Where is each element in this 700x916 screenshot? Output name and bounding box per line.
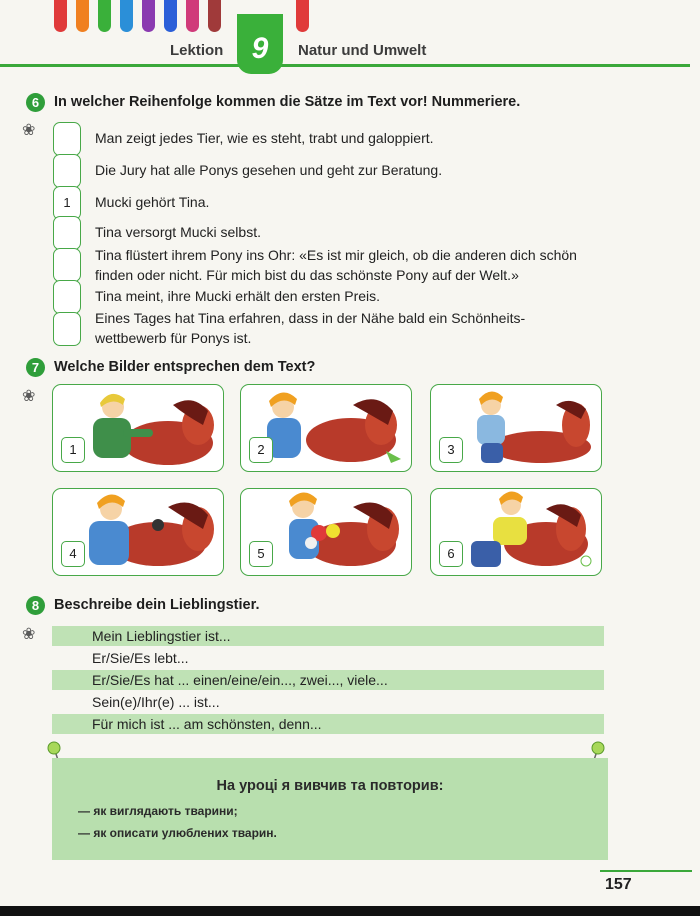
lektion-label: Lektion [170,42,224,59]
answer-box-5[interactable] [53,248,81,282]
phrase-line: Mein Lieblingstier ist... [52,626,604,646]
tab-decoration [296,0,309,32]
tab-decoration [98,0,111,32]
picture-number: 1 [61,437,85,463]
bottom-edge [0,906,700,916]
answer-box-4[interactable] [53,216,81,250]
statement-7: Eines Tages hat Tina erfahren, dass in der Nähe bald ein Schönheits-wettbewerb für Ponys ist. [95,310,526,346]
tab-decoration [164,0,177,32]
answer-box-7[interactable] [53,312,81,346]
summary-title: На уроці я вивчив та повторив: [216,778,444,794]
phrase-line: Er/Sie/Es lebt... [92,650,189,666]
picture-4[interactable] [52,488,224,576]
task-8-number: 8 [26,596,45,615]
task-6-number: 6 [26,93,45,112]
answer-box-1[interactable] [53,122,81,156]
picture-number: 5 [249,541,273,567]
lesson-number-badge: 9 [237,14,283,74]
header-rule [0,64,690,67]
picture-6[interactable] [430,488,602,576]
statement-4: Tina versorgt Mucki selbst. [95,224,261,240]
page-number: 157 [605,876,632,893]
tab-decoration [54,0,67,32]
task-7-title: Welche Bilder entsprechen dem Text? [54,359,316,375]
statement-1: Man zeigt jedes Tier, wie es steht, trabt und galoppiert. [95,130,434,146]
task-8-title: Beschreibe dein Lieblingstier. [54,597,260,613]
statement-6: Tina meint, ihre Mucki erhält den ersten Preis. [95,288,381,304]
tab-decoration [120,0,133,32]
task-7-number: 7 [26,358,45,377]
listen-icon: ❀ [22,388,36,405]
picture-number: 2 [249,437,273,463]
phrase-line: Er/Sie/Es hat ... einen/eine/ein..., zwei..., viele... [52,670,604,690]
phrase-line: Für mich ist ... am schönsten, denn... [52,714,604,734]
answer-box-6[interactable] [53,280,81,314]
task-6-title: In welcher Reihenfolge kommen die Sätze im Text vor! Nummeriere. [54,94,521,110]
answer-box-3[interactable]: 1 [53,186,81,220]
summary-item: — як виглядають тварини; [78,804,238,818]
summary-item: — як описати улюблених тварин. [78,826,277,840]
lesson-summary-box [52,758,608,860]
picture-number: 4 [61,541,85,567]
tab-decoration [186,0,199,32]
picture-number: 6 [439,541,463,567]
tab-decoration [208,0,221,32]
tab-decoration [142,0,155,32]
picture-2[interactable] [240,384,412,472]
picture-number: 3 [439,437,463,463]
phrase-line: Sein(e)/Ihr(e) ... ist... [92,694,220,710]
topic-title: Natur und Umwelt [298,42,427,59]
answer-box-2[interactable] [53,154,81,188]
statement-3: Mucki gehört Tina. [95,194,210,210]
listen-icon: ❀ [22,122,36,139]
footer-rule [600,870,692,872]
tab-decoration [76,0,89,32]
statement-5: Tina flüstert ihrem Pony ins Ohr: «Es ist mir gleich, ob die anderen dich schön finden oder nicht. Für mich bist du das schönste Pony auf der Welt.» [95,247,577,283]
picture-1[interactable] [52,384,224,472]
listen-icon: ❀ [22,626,36,643]
picture-5[interactable] [240,488,412,576]
statement-2: Die Jury hat alle Ponys gesehen und geht zur Beratung. [95,162,443,178]
picture-3[interactable] [430,384,602,472]
